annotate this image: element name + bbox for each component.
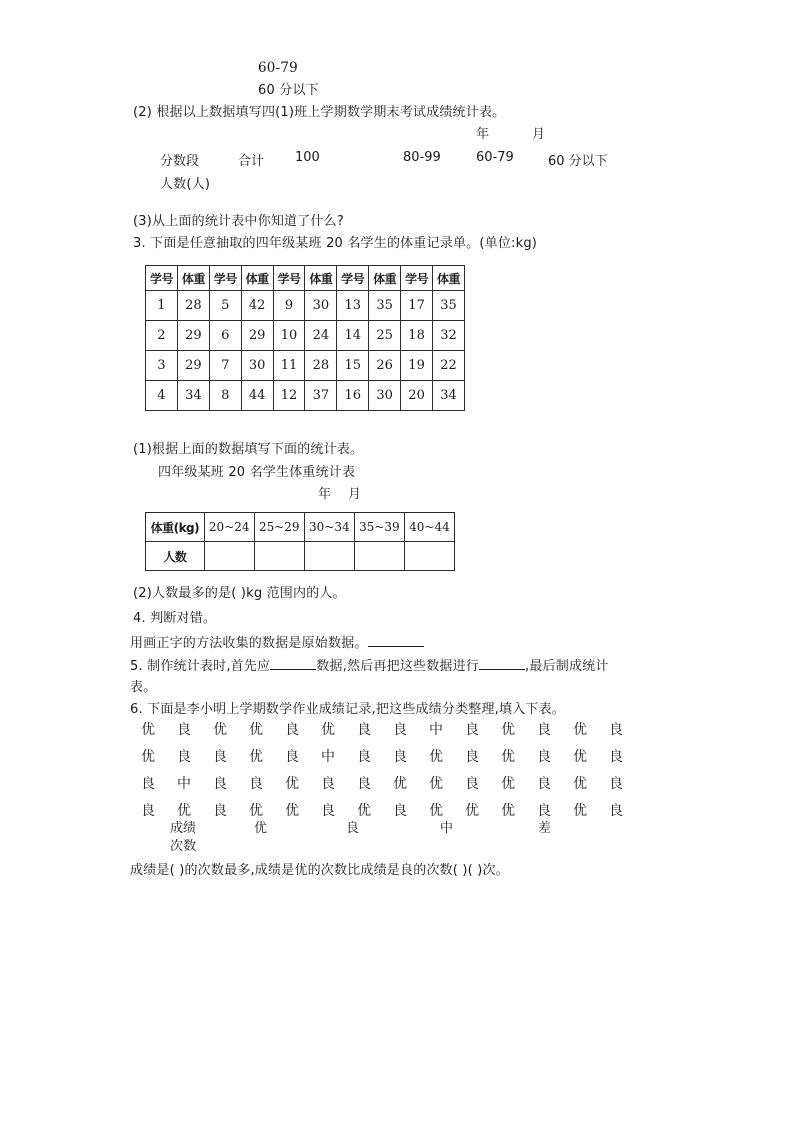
data-cell: 28 — [305, 351, 337, 381]
grade-record-row — [141, 773, 645, 793]
weight-record-table — [145, 265, 465, 411]
question-3-sub3-prompt: (3)从上面的统计表中你知道了什么? — [133, 214, 344, 229]
data-cell: 14 — [337, 321, 369, 351]
grade-cell: 良 — [537, 749, 551, 765]
count-row-label: 人数 — [146, 542, 205, 571]
grade-cell: 优 — [141, 749, 155, 765]
table-row — [146, 351, 465, 381]
grade-cell: 优 — [501, 722, 515, 738]
data-cell: 29 — [241, 321, 273, 351]
data-cell: 29 — [177, 351, 209, 381]
q5-blank-2[interactable] — [479, 658, 525, 670]
q4-answer-blank[interactable] — [368, 635, 424, 647]
q2-column-below-60: 60 分以下 — [548, 154, 608, 169]
q2-date-year: 年 — [476, 127, 490, 142]
q2-date-month: 月 — [532, 127, 546, 142]
data-cell: 11 — [273, 351, 305, 381]
header-cell: 体重 — [433, 266, 465, 291]
data-cell: 2 — [146, 321, 178, 351]
question-6-prompt: 6. 下面是李小明上学期数学作业成绩记录,把这些成绩分类整理,填入下表。 — [130, 702, 566, 717]
answer-cell[interactable] — [354, 542, 404, 571]
range-cell: 35~39 — [354, 513, 404, 542]
q2-column-total: 合计 — [238, 154, 265, 169]
grade-cell: 优 — [285, 776, 299, 792]
grade-cell: 良 — [357, 722, 371, 738]
range-cell: 40~44 — [404, 513, 454, 542]
grade-cell: 优 — [249, 722, 263, 738]
grade-cell: 优 — [249, 749, 263, 765]
grade-cell: 优 — [573, 722, 587, 738]
grade-cell: 中 — [321, 749, 335, 765]
grade-cell: 优 — [429, 803, 443, 819]
question-2-prompt: (2) 根据以上数据填写四(1)班上学期数学期末考试成绩统计表。 — [133, 105, 506, 120]
data-cell: 12 — [273, 381, 305, 411]
grade-cell: 良 — [141, 803, 155, 819]
header-cell: 体重 — [305, 266, 337, 291]
header-cell: 学号 — [209, 266, 241, 291]
grade-cell: 良 — [321, 803, 335, 819]
table-row — [146, 291, 465, 321]
q6-category-liang: 良 — [346, 821, 360, 836]
data-cell: 18 — [401, 321, 433, 351]
data-cell: 20 — [401, 381, 433, 411]
header-cell: 学号 — [273, 266, 305, 291]
grade-cell: 良 — [321, 776, 335, 792]
header-cell: 体重 — [369, 266, 401, 291]
data-cell: 17 — [401, 291, 433, 321]
grade-cell: 优 — [213, 722, 227, 738]
grade-cell: 良 — [465, 722, 479, 738]
q2-column-100: 100 — [295, 150, 320, 165]
q3-stats-title: 四年级某班 20 名学生体重统计表 — [158, 465, 356, 480]
grade-cell: 良 — [609, 722, 623, 738]
question-4-statement-row — [130, 635, 424, 650]
data-cell: 44 — [241, 381, 273, 411]
q6-category-zhong: 中 — [440, 821, 454, 836]
grade-cell: 良 — [285, 749, 299, 765]
q6-category-you: 优 — [254, 821, 268, 836]
data-cell: 22 — [433, 351, 465, 381]
data-cell: 30 — [241, 351, 273, 381]
grade-cell: 中 — [429, 722, 443, 738]
score-band-line-below-60: 60 分以下 — [258, 83, 319, 98]
data-cell: 10 — [273, 321, 305, 351]
weight-stats-table — [145, 512, 455, 571]
grade-cell: 良 — [249, 776, 263, 792]
grade-cell: 优 — [501, 803, 515, 819]
grade-cell: 良 — [393, 722, 407, 738]
range-cell: 25~29 — [254, 513, 304, 542]
weight-row-label: 体重(kg) — [146, 513, 205, 542]
grade-cell: 良 — [213, 749, 227, 765]
question-3-prompt: 3. 下面是任意抽取的四年级某班 20 名学生的体重记录单。(单位:kg) — [133, 236, 538, 251]
range-cell: 20~24 — [204, 513, 254, 542]
grade-cell: 良 — [393, 749, 407, 765]
grade-cell: 优 — [465, 803, 479, 819]
q2-column-60-79: 60-79 — [476, 150, 514, 165]
grade-cell: 优 — [501, 776, 515, 792]
grade-cell: 优 — [573, 749, 587, 765]
q6-summary-header-row — [170, 817, 598, 836]
data-cell: 26 — [369, 351, 401, 381]
grade-cell: 中 — [177, 776, 191, 792]
q5-part-3: ,最后制成统计 — [525, 659, 609, 674]
grade-cell: 优 — [249, 803, 263, 819]
answer-cell[interactable] — [204, 542, 254, 571]
q6-category-cha: 差 — [538, 821, 552, 836]
data-cell: 3 — [146, 351, 178, 381]
grade-cell: 良 — [285, 722, 299, 738]
data-cell: 25 — [369, 321, 401, 351]
data-cell: 19 — [401, 351, 433, 381]
question-5-line-1 — [130, 658, 609, 673]
data-cell: 24 — [305, 321, 337, 351]
q2-row-header-label: 分数段 — [160, 154, 200, 169]
grade-cell: 良 — [213, 776, 227, 792]
data-cell: 29 — [177, 321, 209, 351]
data-cell: 1 — [146, 291, 178, 321]
q6-summary-count-label: 次数 — [170, 839, 197, 854]
table-header-row — [146, 266, 465, 291]
data-cell: 28 — [177, 291, 209, 321]
data-cell: 5 — [209, 291, 241, 321]
q5-part-1: 5. 制作统计表时,首先应 — [130, 659, 271, 674]
answer-cell[interactable] — [304, 542, 354, 571]
table-row — [146, 381, 465, 411]
grade-cell: 优 — [501, 749, 515, 765]
data-cell: 34 — [433, 381, 465, 411]
data-cell: 7 — [209, 351, 241, 381]
grade-cell: 良 — [141, 776, 155, 792]
grade-cell: 优 — [429, 776, 443, 792]
data-cell: 13 — [337, 291, 369, 321]
grade-cell: 良 — [537, 803, 551, 819]
data-cell: 8 — [209, 381, 241, 411]
grade-cell: 优 — [393, 776, 407, 792]
q5-blank-1[interactable] — [270, 658, 316, 670]
grade-cell: 优 — [177, 803, 191, 819]
header-cell: 学号 — [146, 266, 178, 291]
grade-record-row — [141, 746, 645, 766]
grade-cell: 良 — [393, 803, 407, 819]
grade-cell: 良 — [537, 776, 551, 792]
q2-score-band-header-row — [160, 150, 638, 169]
q3-sub1-prompt: (1)根据上面的数据填写下面的统计表。 — [133, 442, 364, 457]
grade-cell: 良 — [537, 722, 551, 738]
table-row — [146, 321, 465, 351]
q3-stats-date-month: 月 — [348, 487, 362, 502]
data-cell: 32 — [433, 321, 465, 351]
grade-cell: 优 — [573, 803, 587, 819]
q3-stats-date-year: 年 — [318, 487, 332, 502]
data-cell: 6 — [209, 321, 241, 351]
question-4-statement: 用画正字的方法收集的数据是原始数据。 — [130, 636, 368, 651]
grade-cell: 优 — [429, 749, 443, 765]
q6-conclusion: 成绩是( )的次数最多,成绩是优的次数比成绩是良的次数( )( )次。 — [130, 863, 509, 878]
data-cell: 4 — [146, 381, 178, 411]
question-5-line-2: 表。 — [130, 680, 157, 695]
data-cell: 30 — [305, 291, 337, 321]
header-cell: 学号 — [401, 266, 433, 291]
grade-cell: 良 — [177, 722, 191, 738]
grade-cell: 优 — [141, 722, 155, 738]
grade-cell: 良 — [609, 749, 623, 765]
score-band-line-60-79: 60-79 — [258, 60, 298, 76]
data-cell: 35 — [433, 291, 465, 321]
grade-cell: 良 — [609, 776, 623, 792]
answer-cell[interactable] — [404, 542, 454, 571]
grade-cell: 优 — [357, 803, 371, 819]
grade-cell: 良 — [465, 749, 479, 765]
header-cell: 体重 — [177, 266, 209, 291]
q2-count-row-label: 人数(人) — [160, 177, 211, 192]
q2-column-80-99: 80-99 — [403, 150, 441, 165]
data-cell: 34 — [177, 381, 209, 411]
grade-cell: 良 — [177, 749, 191, 765]
data-cell: 30 — [369, 381, 401, 411]
grade-record-row — [141, 719, 645, 739]
grade-cell: 优 — [321, 722, 335, 738]
table-row — [146, 542, 455, 571]
data-cell: 42 — [241, 291, 273, 321]
grade-cell: 优 — [285, 803, 299, 819]
data-cell: 9 — [273, 291, 305, 321]
q3-sub2-prompt: (2)人数最多的是( )kg 范围内的人。 — [133, 586, 346, 601]
data-cell: 16 — [337, 381, 369, 411]
grade-cell: 良 — [213, 803, 227, 819]
data-cell: 37 — [305, 381, 337, 411]
q6-summary-row-label: 成绩 — [170, 821, 197, 836]
grade-cell: 良 — [465, 776, 479, 792]
grade-cell: 优 — [573, 776, 587, 792]
q5-part-2: 数据,然后再把这些数据进行 — [316, 659, 480, 674]
range-cell: 30~34 — [304, 513, 354, 542]
grade-cell: 良 — [357, 776, 371, 792]
header-cell: 学号 — [337, 266, 369, 291]
data-cell: 35 — [369, 291, 401, 321]
header-cell: 体重 — [241, 266, 273, 291]
table-header-row — [146, 513, 455, 542]
data-cell: 15 — [337, 351, 369, 381]
grade-cell: 良 — [357, 749, 371, 765]
answer-cell[interactable] — [254, 542, 304, 571]
question-4-prompt: 4. 判断对错。 — [133, 611, 217, 626]
grade-cell: 良 — [609, 803, 623, 819]
